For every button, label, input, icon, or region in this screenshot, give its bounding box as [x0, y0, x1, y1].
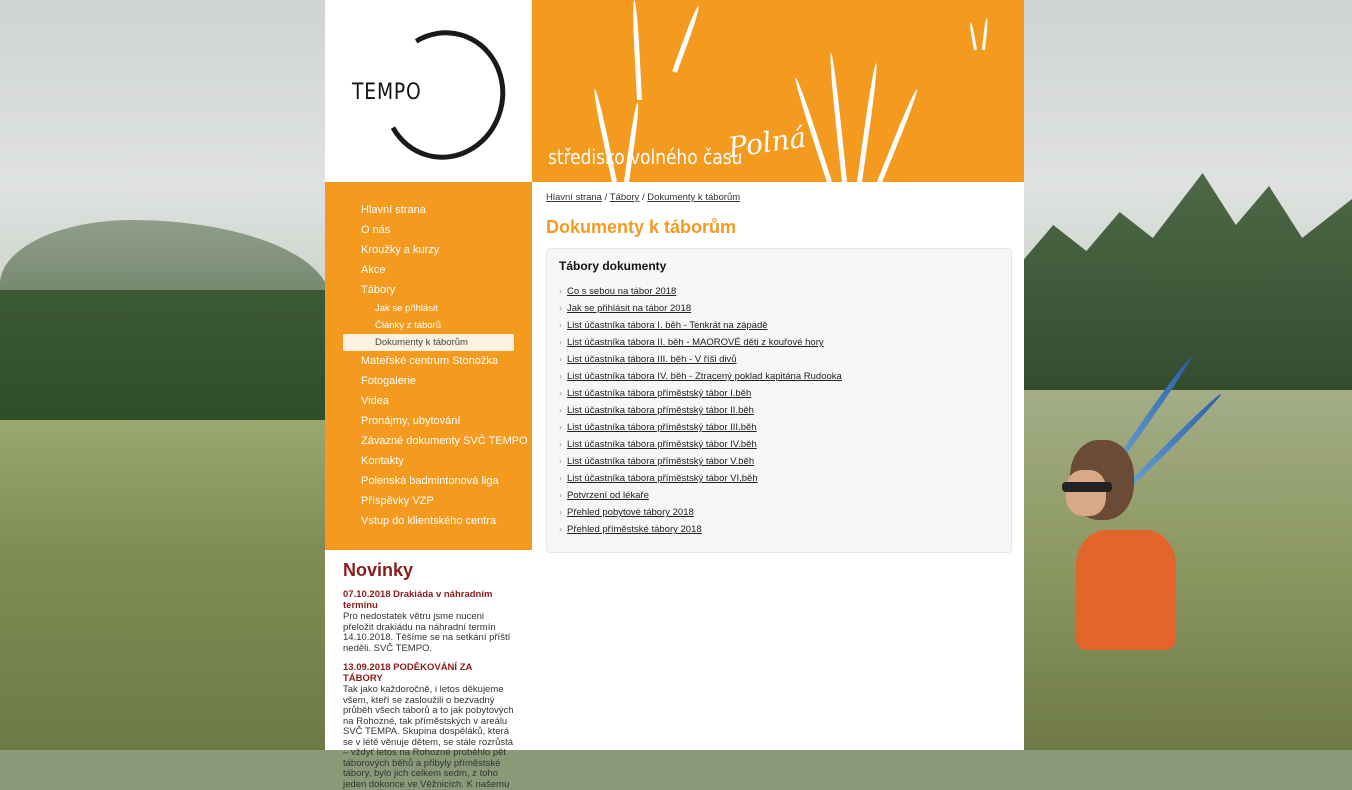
- nav-item-badminton[interactable]: Polenská badmintonová liga: [361, 475, 499, 487]
- list-item: [559, 453, 999, 470]
- nav-item-kontakty[interactable]: Kontakty: [361, 455, 404, 467]
- breadcrumb-current[interactable]: Dokumenty k táborům: [647, 192, 741, 203]
- list-item: [559, 368, 999, 385]
- document-link[interactable]: List účastníka tábora III. běh - V říši divů: [567, 354, 737, 365]
- news-section: [325, 550, 532, 790]
- document-link[interactable]: List účastníka tábora I. běh - Tenkrát na západě: [567, 320, 768, 331]
- nav-subitem-dokumenty[interactable]: Dokumenty k táborům: [343, 334, 514, 351]
- document-link[interactable]: List účastníka tábora příměstský tábor IV.běh: [567, 439, 757, 450]
- header-tagline-script: Polná: [726, 120, 809, 165]
- main-content: [546, 182, 1010, 553]
- grass-icon: [632, 0, 642, 100]
- list-item: [559, 334, 999, 351]
- document-link[interactable]: Přehled příměstské tábory 2018: [567, 524, 702, 535]
- list-item: [559, 300, 999, 317]
- panel-title: Tábory dokumenty: [559, 259, 667, 273]
- documents-list: [559, 283, 999, 538]
- list-item: [559, 436, 999, 453]
- news-item-title[interactable]: 13.09.2018 PODĚKOVÁNÍ ZA TÁBORY: [343, 662, 473, 684]
- list-item: [559, 351, 999, 368]
- nav-subitem-jak-se-prihlasit[interactable]: Jak se přihlásit: [375, 303, 438, 314]
- nav-item-pronajmy[interactable]: Pronájmy, ubytování: [361, 415, 461, 427]
- site-container: [325, 0, 1024, 790]
- grass-icon: [857, 63, 879, 182]
- nav-item-o-nas[interactable]: O nás: [361, 224, 391, 236]
- news-item-body: Pro nedostatek větru jsme nuceni přeložit drakiádu na náhradní termín 14.10.2018. Těšíme se na setkání příští neděli. SVČ TEMPO.: [343, 611, 511, 654]
- breadcrumb-separator: /: [641, 192, 645, 203]
- nav-item-hlavni-strana[interactable]: Hlavní strana: [361, 204, 426, 216]
- logo[interactable]: [325, 0, 532, 182]
- grass-icon: [877, 88, 919, 182]
- grass-icon: [672, 5, 701, 72]
- nav-item-klientske-centrum[interactable]: Vstup do klientského centra: [361, 515, 497, 527]
- document-link[interactable]: List účastníka tábora příměstský tábor V.běh: [567, 456, 755, 467]
- nav-item-akce[interactable]: Akce: [361, 264, 386, 276]
- nav-item-tabory[interactable]: Tábory: [361, 284, 396, 296]
- list-item: [559, 521, 999, 538]
- list-item: [559, 470, 999, 487]
- document-link[interactable]: List účastníka tábora příměstský tábor I.běh: [567, 388, 752, 399]
- list-item: [559, 283, 999, 300]
- person-face: [1066, 470, 1106, 516]
- header: [325, 0, 1024, 182]
- list-item: [559, 504, 999, 521]
- breadcrumb-section[interactable]: Tábory: [609, 192, 640, 203]
- document-link[interactable]: Jak se přihlásit na tábor 2018: [567, 303, 692, 314]
- document-link[interactable]: Potvrzení od lékaře: [567, 490, 649, 501]
- news-heading: Novinky: [343, 560, 414, 580]
- list-item: [559, 419, 999, 436]
- breadcrumb: [546, 192, 1010, 203]
- document-link[interactable]: Co s sebou na tábor 2018: [567, 286, 677, 297]
- documents-panel: [546, 248, 1012, 553]
- nav-item-krouzky[interactable]: Kroužky a kurzy: [361, 244, 440, 256]
- person-body: [1076, 530, 1176, 650]
- nav-item-fotogalerie[interactable]: Fotogalerie: [361, 375, 417, 387]
- main-nav: [325, 182, 532, 531]
- person-face-paint: [1062, 482, 1112, 492]
- header-banner: [532, 0, 1024, 182]
- grass-icon: [624, 102, 640, 182]
- list-item: [559, 317, 999, 334]
- breadcrumb-home[interactable]: Hlavní strana: [546, 192, 602, 203]
- document-link[interactable]: Přehled pobytové tábory 2018: [567, 507, 694, 518]
- document-link[interactable]: List účastníka tábora příměstský tábor VI.běh: [567, 473, 758, 484]
- grass-icon: [982, 18, 988, 50]
- list-item: [559, 385, 999, 402]
- nav-subitem-clanky[interactable]: Články z táborů: [375, 320, 442, 331]
- grass-icon: [828, 52, 847, 182]
- document-link[interactable]: List účastníka tábora IV. běh - Ztracený poklad kapitána Rudooka: [567, 371, 842, 382]
- list-item: [559, 402, 999, 419]
- document-link[interactable]: List účastníka tábora příměstský tábor II.běh: [567, 405, 754, 416]
- logo-text: TEMPO: [352, 80, 422, 105]
- breadcrumb-separator: /: [604, 192, 608, 203]
- nav-item-materske-centrum[interactable]: Mateřské centrum Stonožka: [361, 355, 498, 367]
- nav-item-zavazne-dokumenty[interactable]: Závazné dokumenty SVČ TEMPO: [361, 435, 528, 447]
- grass-icon: [969, 22, 977, 50]
- document-link[interactable]: List účastníka tábora příměstský tábor III.běh: [567, 422, 757, 433]
- header-tagline: středisko volného času: [548, 145, 743, 169]
- document-link[interactable]: List účastníka tábora II. běh - MAOROVÉ děti z kouřové hory: [567, 337, 824, 348]
- nav-item-videa[interactable]: Videa: [361, 395, 389, 407]
- list-item: [559, 487, 999, 504]
- nav-item-prispevky-vzp[interactable]: Příspěvky VZP: [361, 495, 434, 507]
- sidebar: [325, 182, 532, 550]
- news-item-body: Tak jako každoročně, i letos děkujeme všem, kteří se zasloužili o bezvadný průběh všech táborů a to jak pobytových na Rohozné, tak příměstských v areálu SVČ TEMPA. Skupina dospěláků, která se v létě věnuje dětem, se stále rozrůstá – vždyť letos na Rohozné proběhlo pět táborových běhů a přibyly příměstské tábory, bylo jich celkem sedm, z toho jeden dokonce ve Věžnicích. K našemu: [343, 684, 514, 790]
- page-title: Dokumenty k táborům: [546, 217, 737, 237]
- background-person: [1062, 430, 1182, 680]
- news-item-title[interactable]: 07.10.2018 Drakiáda v náhradním termínu: [343, 589, 493, 611]
